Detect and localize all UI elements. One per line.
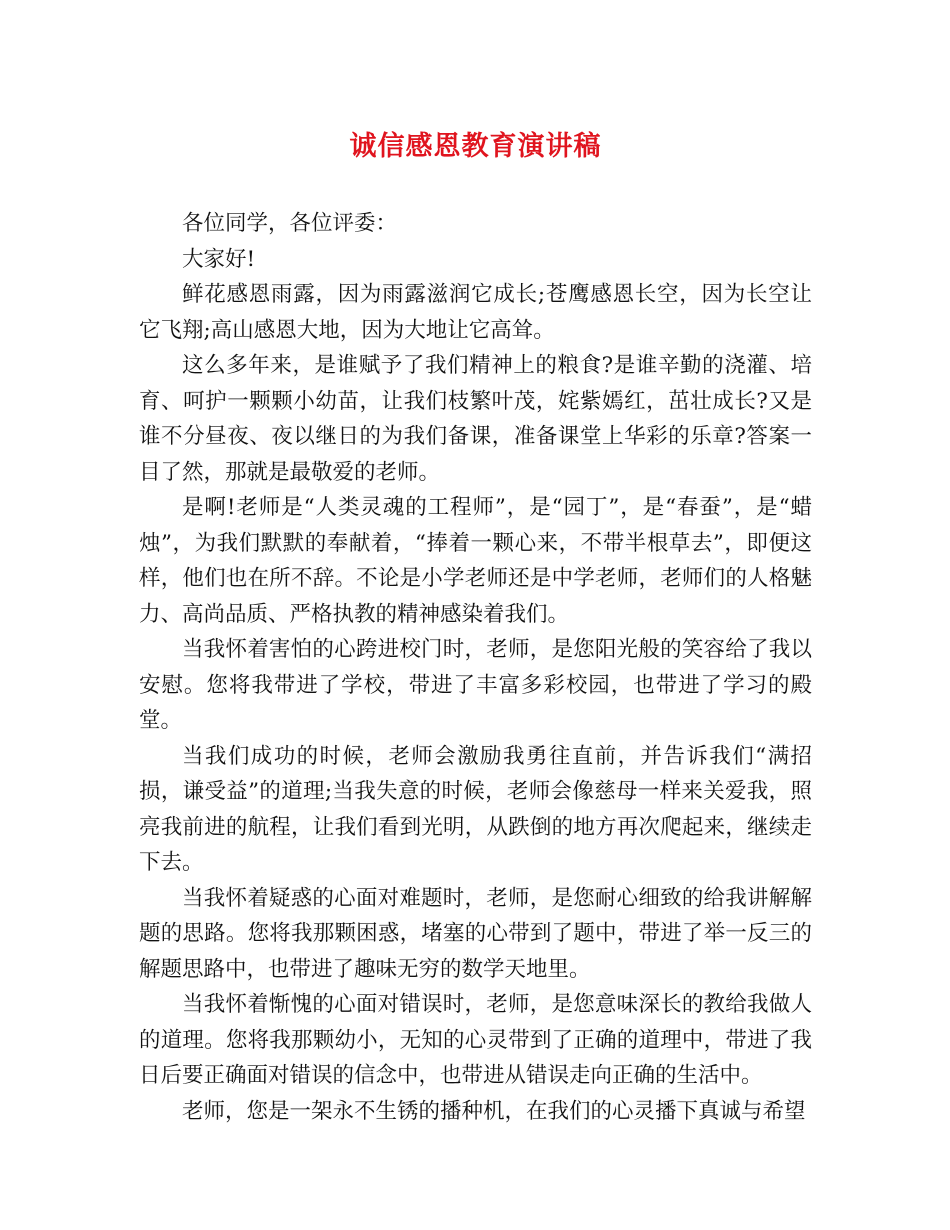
paragraph: 当我怀着惭愧的心面对错误时，老师，是您意味深长的教给我做人的道理。您将我那颗幼小，无知的心灵带到了正确的道理中，带进了我日后要正确面对错误的信念中，也带进从错误走向正确的生活中。 (139, 992, 812, 1088)
paragraph: 老师，您是一架永不生锈的播种机，在我们的心灵播下真诚与希望 (182, 1098, 806, 1124)
paragraph: 鲜花感恩雨露，因为雨露滋润它成长;苍鹰感恩长空，因为长空让它飞翔;高山感恩大地，因为大地让它高耸。 (139, 282, 812, 343)
paragraph: 是啊!老师是“人类灵魂的工程师”，是“园丁”，是“春蚕”，是“蜡烛”，为我们默默的奉献着，“捧着一颗心来，不带半根草去”，即便这样，他们也在所不辞。不论是小学老师还是中学老师，老师们的人格魅力、高尚品质、严格执教的精神感染着我们。 (139, 495, 812, 627)
paragraph: 这么多年来，是谁赋予了我们精神上的粮食?是谁辛勤的浇灌、培育、呵护一颗颗小幼苗，让我们枝繁叶茂，姹紫嫣红，茁壮成长?又是谁不分昼夜、夜以继日的为我们备课，准备课堂上华彩的乐章?答案一目了然，那就是最敬爱的老师。 (139, 353, 812, 485)
paragraph: 当我怀着疑惑的心面对难题时，老师，是您耐心细致的给我讲解解题的思路。您将我那颗困惑，堵塞的心带到了题中，带进了举一反三的解题思路中，也带进了趣味无穷的数学天地里。 (139, 885, 812, 982)
document-body (139, 206, 812, 1129)
paragraph: 当我们成功的时候，老师会激励我勇往直前，并告诉我们“满招损，谦受益”的道理;当我失意的时候，老师会像慈母一样来关爱我，照亮我前进的航程，让我们看到光明，从跌倒的地方再次爬起来，继续走下去。 (139, 743, 812, 875)
document-title: 诚信感恩教育演讲稿 (349, 131, 602, 162)
paragraph-greeting: 各位同学，各位评委： (182, 211, 398, 236)
paragraph-hello: 大家好! (182, 246, 256, 272)
paragraph: 当我怀着害怕的心跨进校门时，老师，是您阳光般的笑容给了我以安慰。您将我带进了学校，带进了丰富多彩校园，也带进了学习的殿堂。 (139, 637, 812, 733)
